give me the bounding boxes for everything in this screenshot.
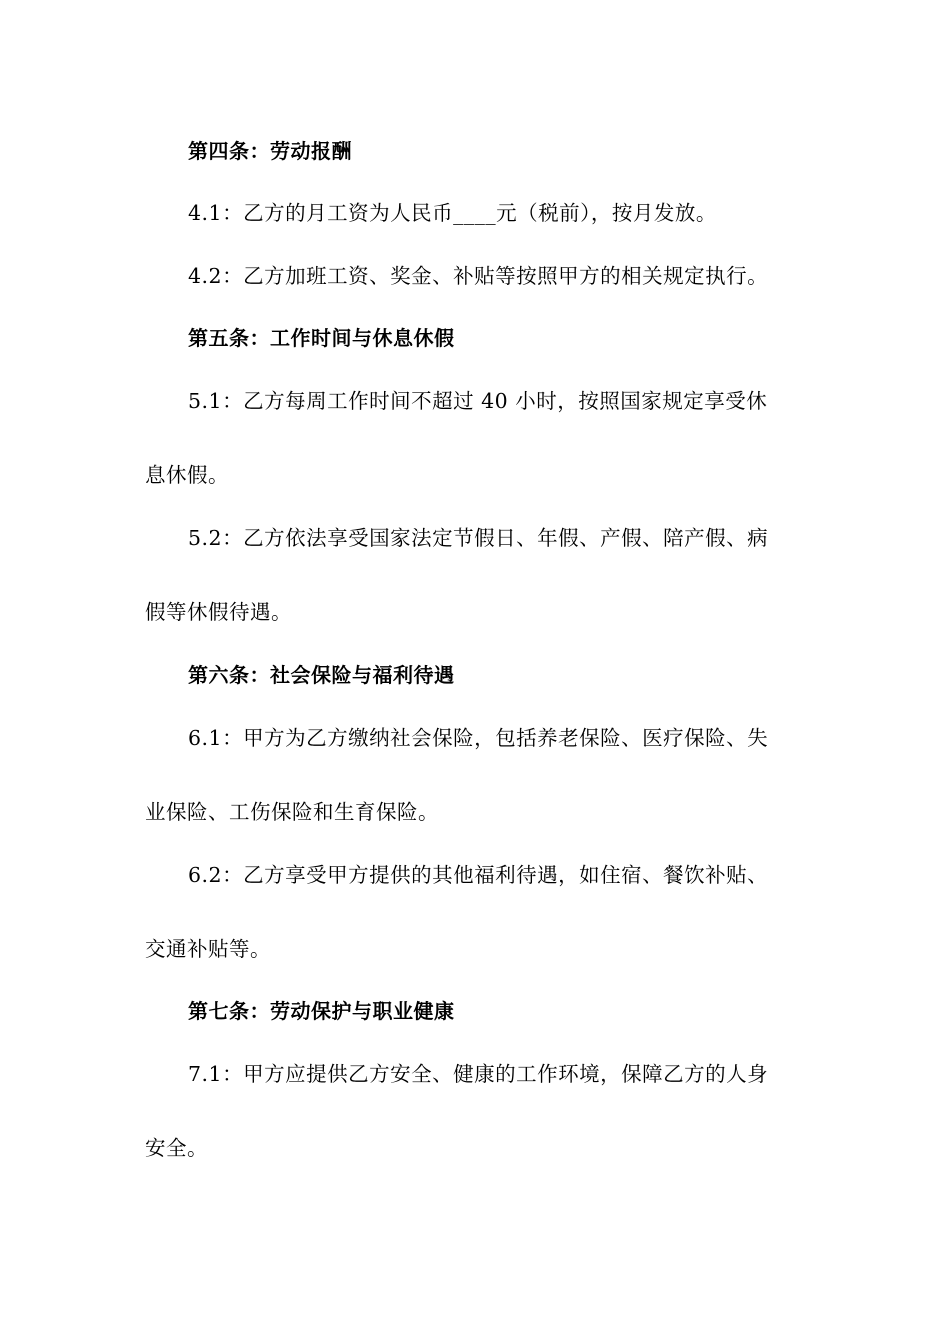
clause-6-2-line-1: 6.2：乙方享受甲方提供的其他福利待遇，如住宿、餐饮补贴、 [188,863,769,887]
clause-5-2-line-2: 假等休假待遇。 [145,600,292,624]
clause-6-1-line-1: 6.1：甲方为乙方缴纳社会保险，包括养老保险、医疗保险、失 [188,726,769,750]
clause-7-1-line-2: 安全。 [145,1136,208,1160]
clause-4-1: 4.1：乙方的月工资为人民币____元（税前），按月发放。 [188,201,717,225]
article-4-heading: 第四条：劳动报酬 [188,139,352,163]
clause-5-1-line-2: 息休假。 [145,463,229,487]
article-7-heading: 第七条：劳动保护与职业健康 [188,999,455,1023]
clause-6-2-line-2: 交通补贴等。 [145,937,271,961]
clause-5-2-line-1: 5.2：乙方依法享受国家法定节假日、年假、产假、陪产假、病 [188,526,769,550]
clause-5-1-line-1: 5.1：乙方每周工作时间不超过 40 小时，按照国家规定享受休 [188,389,768,413]
clause-6-1-line-2: 业保险、工伤保险和生育保险。 [145,800,439,824]
clause-7-1-line-1: 7.1：甲方应提供乙方安全、健康的工作环境，保障乙方的人身 [188,1062,769,1086]
clause-4-2: 4.2：乙方加班工资、奖金、补贴等按照甲方的相关规定执行。 [188,264,769,288]
article-6-heading: 第六条：社会保险与福利待遇 [188,663,455,687]
article-5-heading: 第五条：工作时间与休息休假 [188,326,455,350]
